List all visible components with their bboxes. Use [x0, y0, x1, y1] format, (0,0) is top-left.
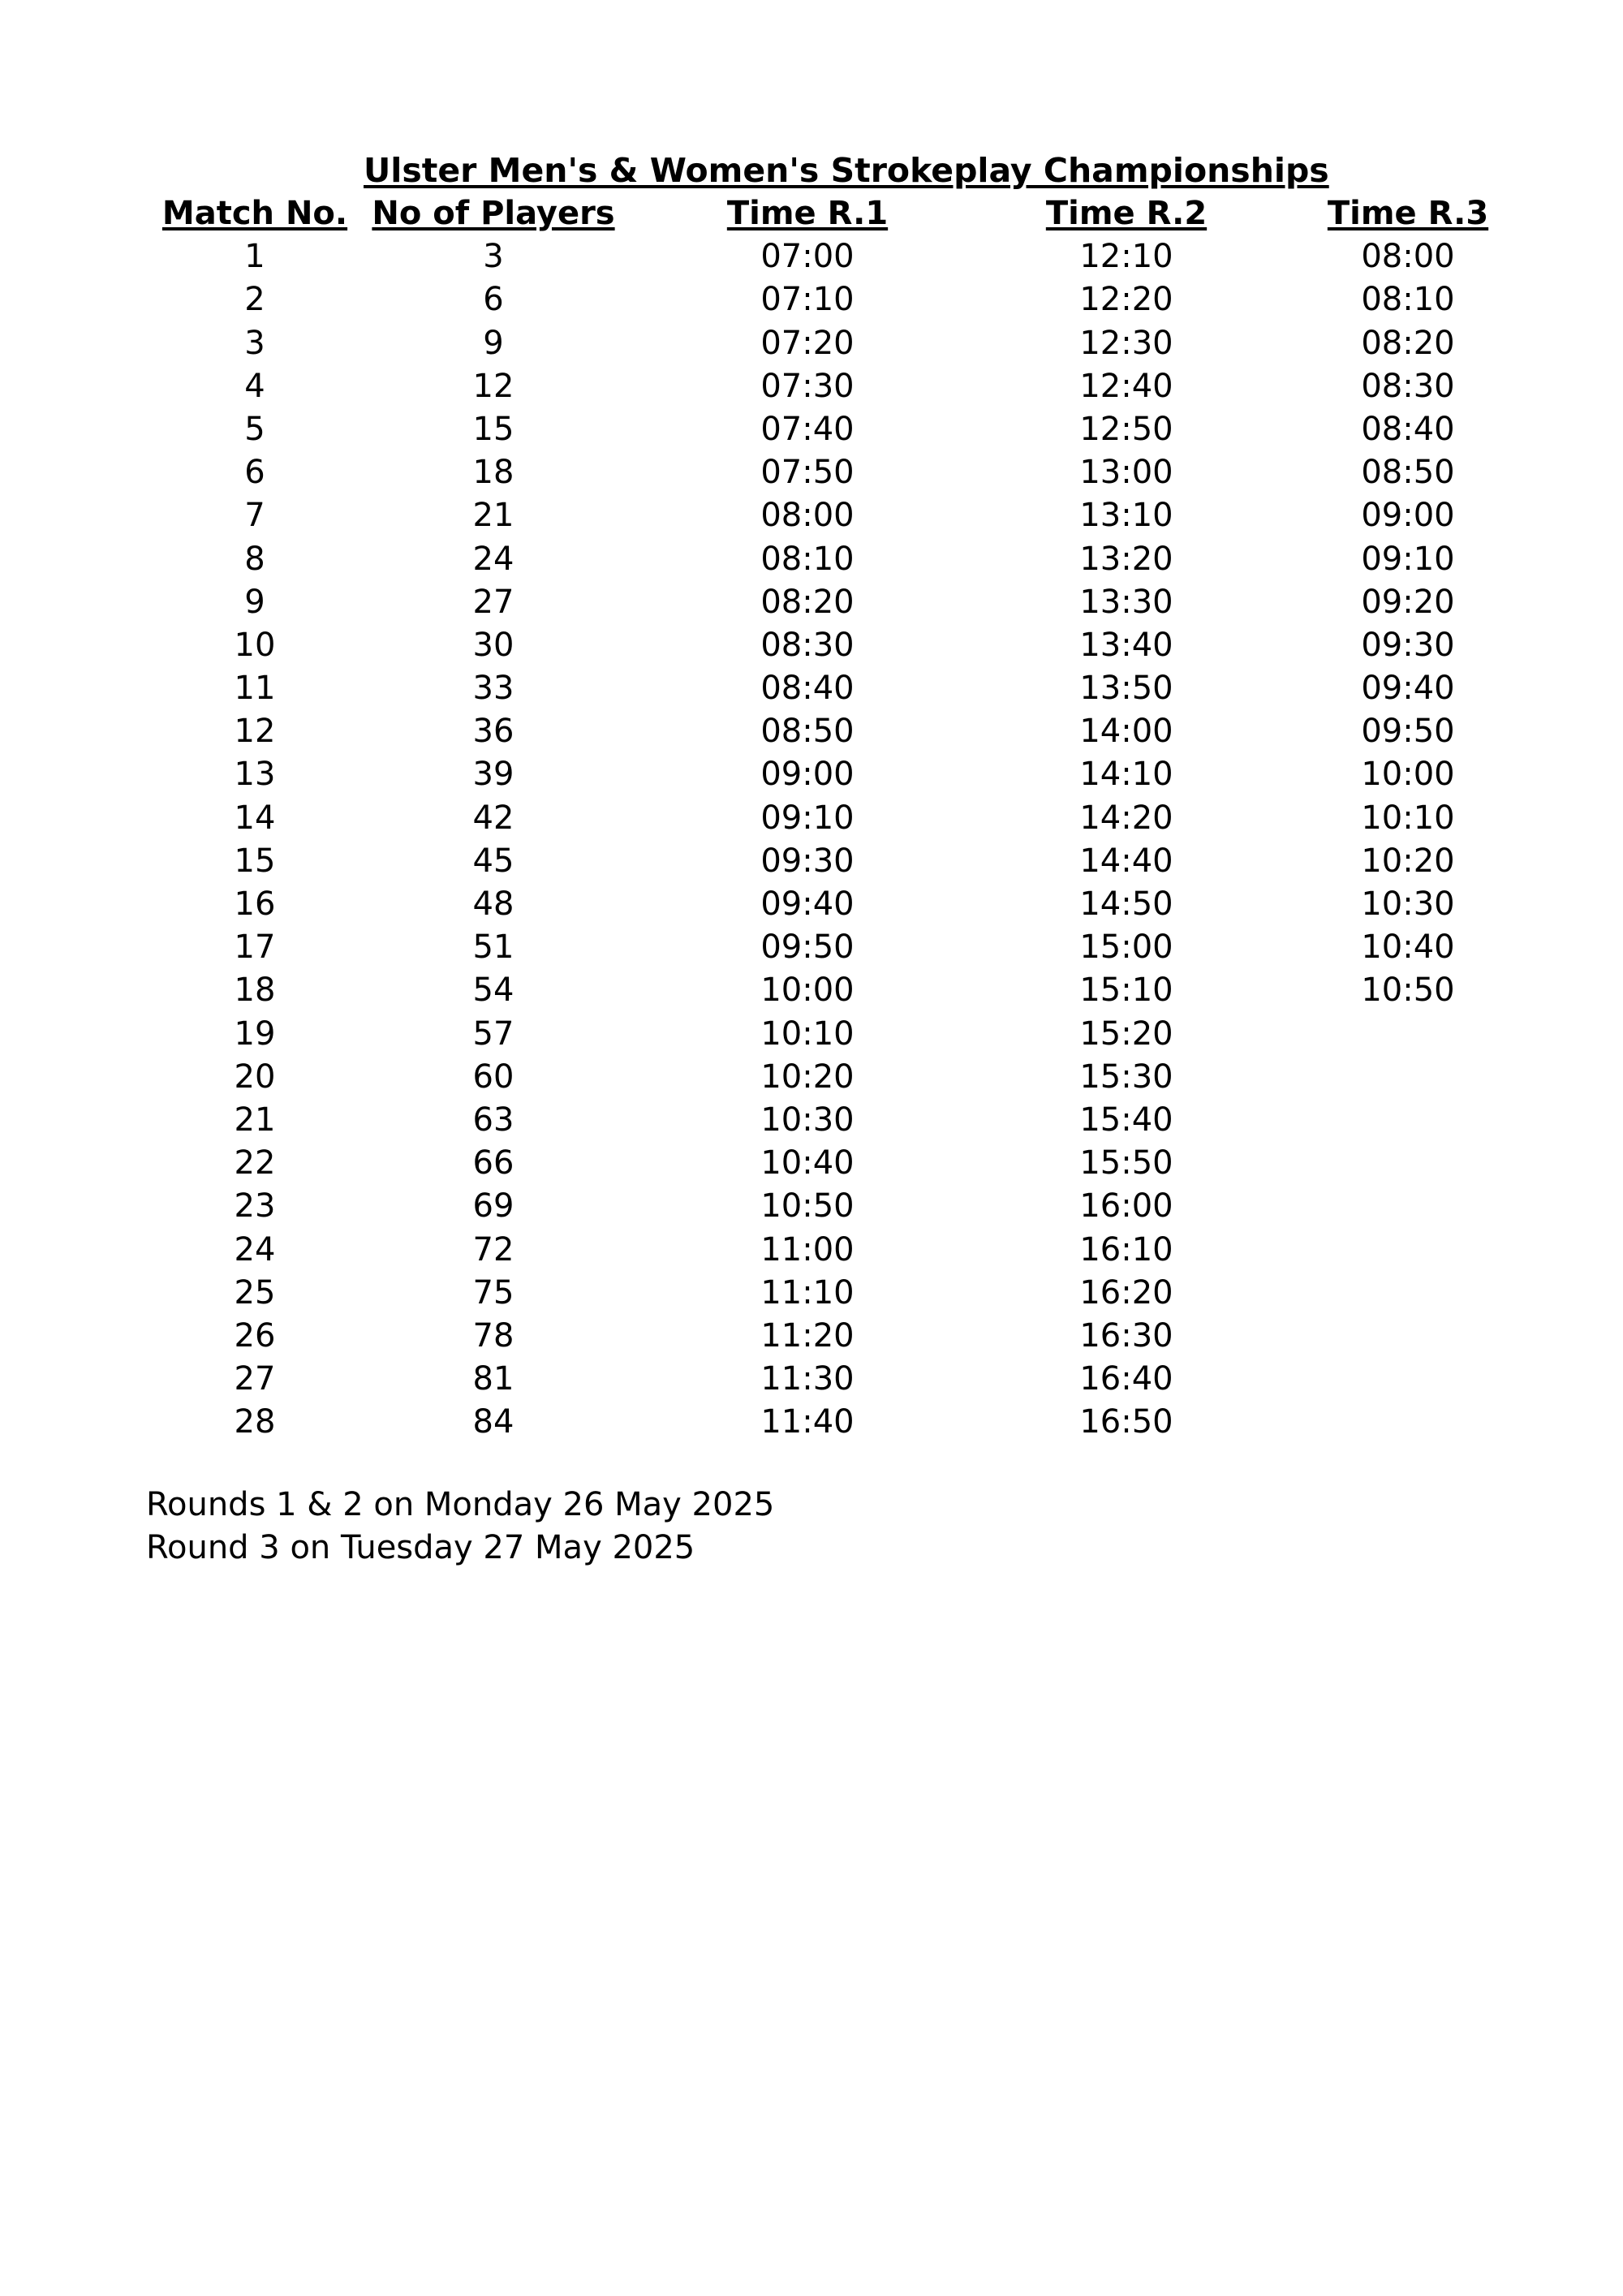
cell-time-r1: 07:00 — [760, 238, 855, 276]
cell-time-r1: 07:40 — [760, 410, 855, 448]
table-row — [0, 235, 1623, 278]
cell-match-no: 22 — [234, 1144, 276, 1182]
cell-time-r2: 15:00 — [1079, 928, 1173, 967]
cell-no-of-players: 78 — [472, 1316, 514, 1355]
cell-match-no: 1 — [244, 238, 265, 276]
cell-time-r1: 07:30 — [760, 367, 855, 405]
cell-time-r3: 09:40 — [1361, 670, 1455, 708]
cell-no-of-players: 27 — [472, 583, 514, 621]
table-row — [0, 494, 1623, 537]
cell-match-no: 21 — [234, 1101, 276, 1139]
cell-time-r2: 12:20 — [1079, 281, 1173, 319]
cell-time-r3: 10:20 — [1361, 842, 1455, 880]
cell-match-no: 14 — [234, 799, 276, 837]
cell-no-of-players: 12 — [472, 367, 514, 405]
note-rounds-1-2: Rounds 1 & 2 on Monday 26 May 2025 — [146, 1486, 775, 1523]
cell-no-of-players: 54 — [472, 971, 514, 1010]
cell-time-r3: 09:30 — [1361, 626, 1455, 664]
cell-time-r3 — [1286, 1099, 1530, 1142]
cell-time-r1: 08:20 — [760, 583, 855, 621]
cell-time-r2: 15:50 — [1079, 1144, 1173, 1182]
cell-match-no: 3 — [244, 324, 265, 362]
cell-time-r2: 14:40 — [1079, 842, 1173, 880]
table-row — [0, 1401, 1623, 1444]
cell-no-of-players: 66 — [472, 1144, 514, 1182]
cell-time-r3: 10:10 — [1361, 799, 1455, 837]
cell-time-r1: 08:10 — [760, 540, 855, 578]
table-header-row — [0, 192, 1623, 235]
cell-time-r2: 14:20 — [1079, 799, 1173, 837]
cell-match-no: 7 — [244, 497, 265, 535]
cell-time-r2: 16:00 — [1079, 1187, 1173, 1226]
cell-no-of-players: 30 — [472, 626, 514, 664]
cell-no-of-players: 24 — [472, 540, 514, 578]
cell-time-r1: 11:10 — [760, 1273, 855, 1312]
table-row — [0, 538, 1623, 581]
cell-no-of-players: 48 — [472, 885, 514, 923]
cell-match-no: 8 — [244, 540, 265, 578]
table-row — [0, 710, 1623, 753]
cell-time-r3 — [1286, 1358, 1530, 1401]
table-row — [0, 1229, 1623, 1272]
cell-time-r1: 10:00 — [760, 971, 855, 1010]
cell-match-no: 6 — [244, 454, 265, 492]
cell-match-no: 5 — [244, 410, 265, 448]
cell-time-r3 — [1286, 1401, 1530, 1444]
cell-no-of-players: 3 — [483, 238, 504, 276]
cell-time-r1: 10:10 — [760, 1014, 855, 1053]
table-row — [0, 322, 1623, 365]
cell-time-r3 — [1286, 1185, 1530, 1228]
cell-time-r2: 13:40 — [1079, 626, 1173, 664]
cell-match-no: 25 — [234, 1273, 276, 1312]
cell-no-of-players: 9 — [483, 324, 504, 362]
table-row — [0, 1272, 1623, 1315]
cell-match-no: 17 — [234, 928, 276, 967]
cell-time-r1: 11:20 — [760, 1316, 855, 1355]
cell-time-r3: 09:50 — [1361, 713, 1455, 751]
table-row — [0, 667, 1623, 710]
table-row — [0, 840, 1623, 883]
cell-time-r1: 10:20 — [760, 1058, 855, 1096]
table-row — [0, 408, 1623, 451]
cell-time-r3: 08:30 — [1361, 367, 1455, 405]
cell-time-r1: 08:50 — [760, 713, 855, 751]
header-no-of-players: No of Players — [372, 195, 615, 232]
cell-no-of-players: 72 — [472, 1230, 514, 1269]
table-row — [0, 581, 1623, 624]
cell-time-r1: 07:10 — [760, 281, 855, 319]
cell-match-no: 28 — [234, 1403, 276, 1441]
cell-time-r2: 13:10 — [1079, 497, 1173, 535]
cell-time-r3 — [1286, 1315, 1530, 1358]
table-row — [0, 1013, 1623, 1056]
header-time-r3: Time R.3 — [1327, 195, 1489, 232]
table-row — [0, 1185, 1623, 1228]
table-row — [0, 1142, 1623, 1185]
cell-time-r2: 14:50 — [1079, 885, 1173, 923]
table-row — [0, 969, 1623, 1012]
cell-no-of-players: 63 — [472, 1101, 514, 1139]
cell-time-r2: 12:50 — [1079, 410, 1173, 448]
cell-match-no: 20 — [234, 1058, 276, 1096]
cell-time-r2: 12:10 — [1079, 238, 1173, 276]
table-row — [0, 1358, 1623, 1401]
cell-time-r2: 16:10 — [1079, 1230, 1173, 1269]
cell-time-r3: 10:00 — [1361, 756, 1455, 794]
cell-time-r3: 09:00 — [1361, 497, 1455, 535]
cell-time-r3: 10:40 — [1361, 928, 1455, 967]
cell-time-r1: 07:20 — [760, 324, 855, 362]
cell-match-no: 2 — [244, 281, 265, 319]
cell-time-r3: 10:50 — [1361, 971, 1455, 1010]
table-row — [0, 883, 1623, 926]
cell-time-r3 — [1286, 1142, 1530, 1185]
cell-time-r2: 16:50 — [1079, 1403, 1173, 1441]
cell-time-r1: 09:40 — [760, 885, 855, 923]
header-time-r2: Time R.2 — [1045, 195, 1208, 232]
cell-time-r2: 16:40 — [1079, 1360, 1173, 1398]
cell-match-no: 9 — [244, 583, 265, 621]
cell-time-r1: 11:30 — [760, 1360, 855, 1398]
cell-no-of-players: 57 — [472, 1014, 514, 1053]
cell-match-no: 18 — [234, 971, 276, 1010]
cell-match-no: 26 — [234, 1316, 276, 1355]
cell-time-r1: 07:50 — [760, 454, 855, 492]
cell-time-r3: 10:30 — [1361, 885, 1455, 923]
table-row — [0, 1056, 1623, 1099]
table-row — [0, 451, 1623, 494]
tee-times-table — [0, 192, 1623, 1444]
cell-time-r2: 15:40 — [1079, 1101, 1173, 1139]
cell-time-r3: 08:40 — [1361, 410, 1455, 448]
cell-no-of-players: 75 — [472, 1273, 514, 1312]
cell-match-no: 16 — [234, 885, 276, 923]
cell-no-of-players: 51 — [472, 928, 514, 967]
cell-match-no: 23 — [234, 1187, 276, 1226]
cell-time-r2: 12:40 — [1079, 367, 1173, 405]
cell-match-no: 13 — [234, 756, 276, 794]
cell-time-r1: 08:40 — [760, 670, 855, 708]
cell-no-of-players: 60 — [472, 1058, 514, 1096]
cell-match-no: 4 — [244, 367, 265, 405]
cell-time-r1: 08:30 — [760, 626, 855, 664]
cell-time-r2: 14:10 — [1079, 756, 1173, 794]
cell-time-r3 — [1286, 1229, 1530, 1272]
cell-time-r1: 10:30 — [760, 1101, 855, 1139]
cell-time-r1: 11:00 — [760, 1230, 855, 1269]
cell-time-r2: 13:00 — [1079, 454, 1173, 492]
cell-time-r3 — [1286, 1272, 1530, 1315]
cell-time-r3: 09:10 — [1361, 540, 1455, 578]
cell-match-no: 15 — [234, 842, 276, 880]
cell-time-r2: 13:30 — [1079, 583, 1173, 621]
table-row — [0, 797, 1623, 840]
cell-no-of-players: 6 — [483, 281, 504, 319]
cell-no-of-players: 36 — [472, 713, 514, 751]
cell-time-r2: 13:50 — [1079, 670, 1173, 708]
cell-time-r2: 15:20 — [1079, 1014, 1173, 1053]
cell-time-r1: 08:00 — [760, 497, 855, 535]
cell-time-r1: 09:10 — [760, 799, 855, 837]
cell-time-r2: 16:20 — [1079, 1273, 1173, 1312]
cell-no-of-players: 42 — [472, 799, 514, 837]
cell-no-of-players: 84 — [472, 1403, 514, 1441]
cell-no-of-players: 39 — [472, 756, 514, 794]
cell-time-r2: 12:30 — [1079, 324, 1173, 362]
table-row — [0, 278, 1623, 321]
cell-time-r1: 09:30 — [760, 842, 855, 880]
cell-time-r1: 11:40 — [760, 1403, 855, 1441]
cell-time-r3 — [1286, 1013, 1530, 1056]
cell-match-no: 10 — [234, 626, 276, 664]
cell-no-of-players: 21 — [472, 497, 514, 535]
cell-time-r2: 14:00 — [1079, 713, 1173, 751]
cell-time-r1: 09:00 — [760, 756, 855, 794]
cell-time-r1: 10:40 — [760, 1144, 855, 1182]
cell-no-of-players: 15 — [472, 410, 514, 448]
cell-no-of-players: 18 — [472, 454, 514, 492]
cell-time-r3: 08:20 — [1361, 324, 1455, 362]
document-title: Ulster Men's & Women's Strokeplay Championships — [364, 151, 1329, 190]
cell-time-r3: 09:20 — [1361, 583, 1455, 621]
header-time-r1: Time R.1 — [726, 195, 889, 232]
schedule-notes — [146, 1484, 774, 1570]
table-row — [0, 365, 1623, 408]
cell-time-r2: 16:30 — [1079, 1316, 1173, 1355]
cell-no-of-players: 69 — [472, 1187, 514, 1226]
cell-time-r3 — [1286, 1056, 1530, 1099]
cell-no-of-players: 33 — [472, 670, 514, 708]
cell-time-r3: 08:10 — [1361, 281, 1455, 319]
cell-time-r2: 15:30 — [1079, 1058, 1173, 1096]
note-round-3: Round 3 on Tuesday 27 May 2025 — [146, 1529, 695, 1566]
cell-match-no: 19 — [234, 1014, 276, 1053]
header-match-no: Match No. — [161, 195, 348, 232]
cell-time-r1: 10:50 — [760, 1187, 855, 1226]
cell-match-no: 12 — [234, 713, 276, 751]
table-row — [0, 753, 1623, 796]
table-row — [0, 624, 1623, 667]
cell-time-r1: 09:50 — [760, 928, 855, 967]
cell-no-of-players: 81 — [472, 1360, 514, 1398]
cell-time-r2: 15:10 — [1079, 971, 1173, 1010]
cell-match-no: 24 — [234, 1230, 276, 1269]
cell-time-r3: 08:00 — [1361, 238, 1455, 276]
cell-match-no: 27 — [234, 1360, 276, 1398]
table-row — [0, 1099, 1623, 1142]
cell-no-of-players: 45 — [472, 842, 514, 880]
table-body — [0, 235, 1623, 1444]
table-row — [0, 926, 1623, 969]
cell-match-no: 11 — [234, 670, 276, 708]
table-row — [0, 1315, 1623, 1358]
cell-time-r3: 08:50 — [1361, 454, 1455, 492]
cell-time-r2: 13:20 — [1079, 540, 1173, 578]
